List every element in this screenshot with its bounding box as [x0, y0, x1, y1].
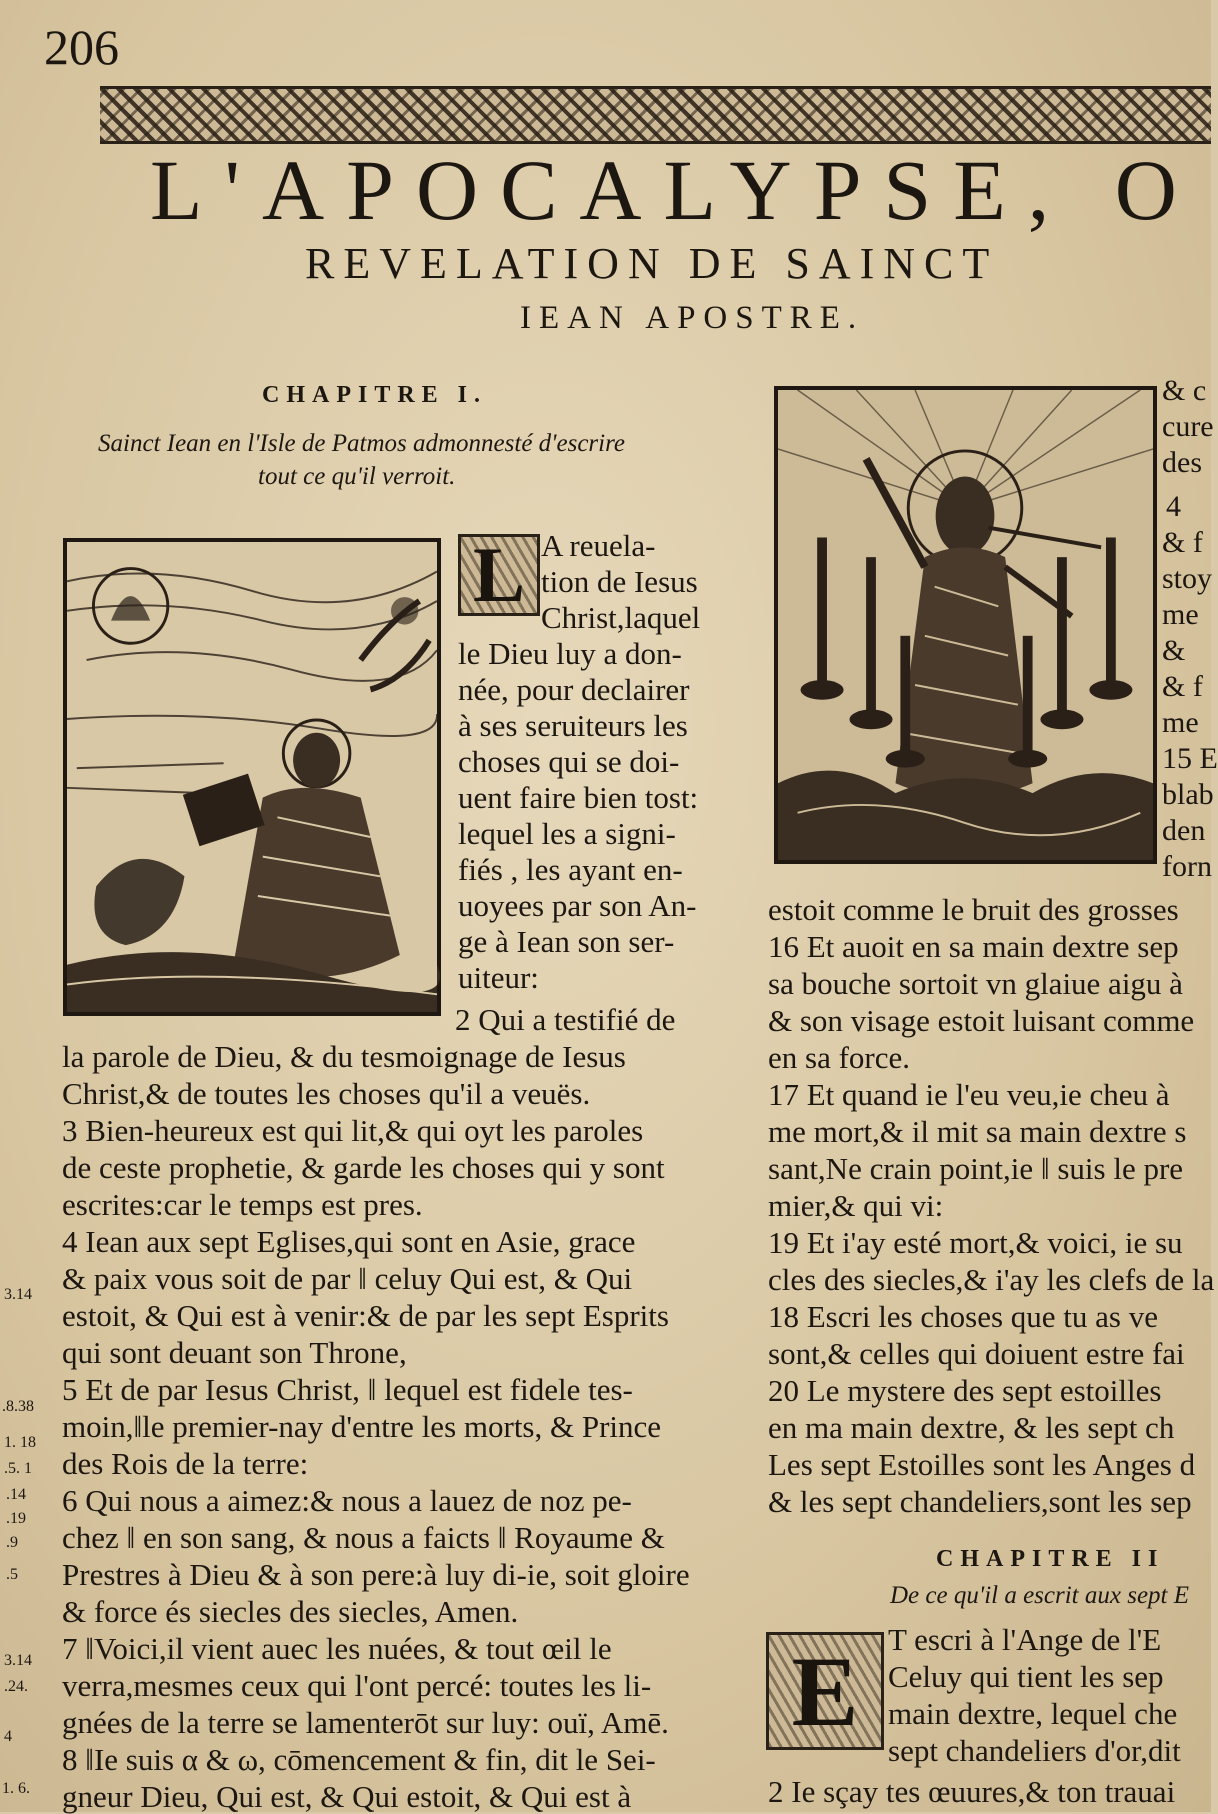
- margin-ref: .19: [6, 1510, 26, 1527]
- margin-ref: .24.: [4, 1678, 28, 1695]
- text-line: chez ‖ en son sang, & nous a faicts ‖ Royaume &: [62, 1520, 665, 1555]
- margin-ref: .8.38: [2, 1398, 34, 1415]
- text-fragment: 4: [1166, 490, 1181, 523]
- text-fragment: forn: [1162, 850, 1212, 883]
- text-line: estoit, & Qui est à venir:& de par les sept Esprits: [62, 1298, 669, 1333]
- text-fragment: & f: [1162, 670, 1203, 703]
- text-line: à ses seruiteurs les: [458, 708, 688, 743]
- page-subtitle-2: IEAN APOSTRE.: [520, 300, 865, 336]
- text-line: cles des siecles,& i'ay les clefs de la: [768, 1262, 1215, 1297]
- margin-ref: 1. 6.: [2, 1780, 30, 1797]
- text-line: & son visage estoit luisant comme: [768, 1003, 1195, 1038]
- page-title: L'APOCALYPSE, O: [150, 142, 1199, 238]
- margin-ref: 3.14: [4, 1286, 32, 1303]
- text-line: 2 Ie sçay tes œuures,& ton trauai: [768, 1774, 1176, 1809]
- text-line: gneur Dieu, Qui est, & Qui estoit, & Qui est à: [62, 1779, 632, 1814]
- text-line: sept chandeliers d'or,dit: [888, 1733, 1181, 1768]
- text-line: en sa force.: [768, 1040, 910, 1075]
- text-line: 3 Bien-heureux est qui lit,& qui oyt les paroles: [62, 1113, 644, 1148]
- chapter-summary-line: tout ce qu'il verroit.: [258, 463, 456, 490]
- text-fragment: des: [1162, 446, 1202, 479]
- text-fragment: stoy: [1162, 562, 1213, 595]
- text-line: 8 ‖Ie suis α & ω, cōmencement & fin, dit le Sei-: [62, 1742, 656, 1777]
- text-line: 20 Le mystere des sept estoilles: [768, 1373, 1162, 1408]
- text-line: Celuy qui tient les sep: [888, 1659, 1164, 1694]
- decorative-header-band: [100, 86, 1211, 144]
- text-line: moin,‖le premier-nay d'entre les morts, & Prince: [62, 1409, 662, 1444]
- text-line: ge à Iean son ser-: [458, 924, 675, 959]
- text-line: sant,Ne crain point,ie ‖ suis le pre: [768, 1151, 1184, 1186]
- page-number: 206: [44, 19, 119, 75]
- text-line: 7 ‖Voici,il vient auec les nuées, & tout œil le: [62, 1631, 612, 1666]
- page-subtitle: REVELATION DE SAINCT: [305, 239, 999, 288]
- text-fragment: &: [1162, 634, 1186, 667]
- margin-ref: .5: [6, 1566, 18, 1583]
- text-line: escrites:car le temps est pres.: [62, 1187, 423, 1222]
- chapter-summary-line: Sainct Iean en l'Isle de Patmos admonnesté d'escrire: [98, 430, 626, 457]
- text-line: & paix vous soit de par ‖ celuy Qui est, & Qui: [62, 1261, 633, 1296]
- margin-ref: 1. 18: [4, 1434, 36, 1451]
- text-line: Prestres à Dieu & à son pere:à luy di-ie, soit gloire: [62, 1557, 690, 1592]
- text-line: 16 Et auoit en sa main dextre sep: [768, 929, 1179, 964]
- text-line: main dextre, lequel che: [888, 1696, 1178, 1731]
- margin-ref: .14: [6, 1486, 26, 1503]
- text-fragment: cure: [1162, 410, 1214, 443]
- text-line: Christ,& de toutes les choses qu'il a veuës.: [62, 1076, 591, 1111]
- text-line: 6 Qui nous a aimez:& nous a lauez de noz pe-: [62, 1483, 632, 1518]
- text-line: qui sont deuant son Throne,: [62, 1335, 407, 1370]
- text-line: Christ,laquel: [541, 600, 701, 635]
- text-line: uoyees par son An-: [458, 888, 697, 923]
- text-line: sont,& celles qui doiuent estre fai: [768, 1336, 1185, 1371]
- text-line: mier,& qui vi:: [768, 1188, 944, 1223]
- text-line: estoit comme le bruit des grosses: [768, 892, 1179, 927]
- text-fragment: & c: [1162, 374, 1207, 407]
- chapter-heading-2: CHAPITRE II: [936, 1546, 1165, 1572]
- text-fragment: den: [1162, 814, 1206, 847]
- decorated-initial: L: [458, 534, 540, 616]
- text-line: lequel les a signi-: [458, 816, 676, 851]
- text-line: de ceste prophetie, & garde les choses qui y sont: [62, 1150, 665, 1185]
- text-line: en ma main dextre, & les sept ch: [768, 1410, 1175, 1445]
- text-line: choses qui se doi-: [458, 744, 680, 779]
- text-line: sa bouche sortoit vn glaiue aigu à: [768, 966, 1183, 1001]
- text-line: 5 Et de par Iesus Christ, ‖ lequel est fidele tes-: [62, 1372, 633, 1407]
- text-line: fiés , les ayant en-: [458, 852, 683, 887]
- decorated-initial: E: [766, 1632, 884, 1750]
- text-line: des Rois de la terre:: [62, 1446, 309, 1481]
- margin-ref: 3.14: [4, 1652, 32, 1669]
- chapter-summary-line: De ce qu'il a escrit aux sept E: [890, 1582, 1190, 1609]
- text-line: née, pour declairer: [458, 672, 690, 707]
- text-line: gnées de la terre se lamenterōt sur luy: ouï, Amē.: [62, 1705, 669, 1740]
- text-line: uiteur:: [458, 960, 539, 995]
- text-line: me mort,& il mit sa main dextre s: [768, 1114, 1187, 1149]
- text-fragment: & f: [1162, 526, 1203, 559]
- text-line: le Dieu luy a don-: [458, 636, 682, 671]
- margin-ref: 4: [4, 1728, 12, 1745]
- text-line: uent faire bien tost:: [458, 780, 699, 815]
- woodcut-saint-john-patmos: [63, 538, 441, 1016]
- text-line: A reuela-: [541, 528, 656, 563]
- text-line: 18 Escri les choses que tu as ve: [768, 1299, 1158, 1334]
- margin-ref: .9: [6, 1534, 18, 1551]
- text-line: la parole de Dieu, & du tesmoignage de Iesus: [62, 1039, 626, 1074]
- margin-ref: .5. 1: [4, 1460, 32, 1477]
- text-fragment: me: [1162, 598, 1199, 631]
- text-line: 2 Qui a testifié de: [455, 1002, 676, 1037]
- text-line: Les sept Estoilles sont les Anges d: [768, 1447, 1196, 1482]
- text-line: verra,mesmes ceux qui l'ont percé: toutes les li-: [62, 1668, 652, 1703]
- chapter-heading-1: CHAPITRE I.: [262, 382, 488, 408]
- woodcut-son-of-man-candlesticks: [774, 386, 1157, 864]
- text-line: tion de Iesus: [541, 564, 698, 599]
- text-line: 17 Et quand ie l'eu veu,ie cheu à: [768, 1077, 1170, 1112]
- text-line: & force és siecles des siecles, Amen.: [62, 1594, 519, 1629]
- text-fragment: 15 E: [1162, 742, 1218, 775]
- text-line: & les sept chandeliers,sont les sep: [768, 1484, 1192, 1519]
- text-line: T escri à l'Ange de l'E: [888, 1622, 1162, 1657]
- text-fragment: blab: [1162, 778, 1214, 811]
- text-line: 19 Et i'ay esté mort,& voici, ie su: [768, 1225, 1183, 1260]
- text-line: 4 Iean aux sept Eglises,qui sont en Asie, grace: [62, 1224, 636, 1259]
- text-fragment: me: [1162, 706, 1199, 739]
